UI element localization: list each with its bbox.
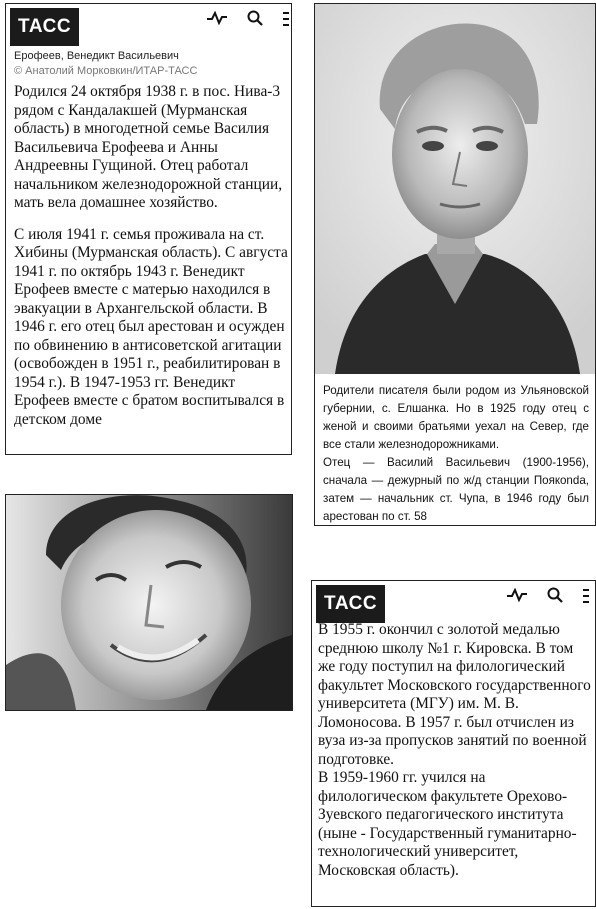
boy-portrait-photo: [315, 4, 595, 374]
tass-screen-2: [311, 580, 596, 907]
caption-paragraph: Родители писателя были родом из Ульяновской губернии, с. Елшанка. Но в 1925 году отец с женой и своими братьями уехал на Север, где все стали железнодорожниками.: [323, 384, 589, 451]
article-paragraph: С июля 1941 г. семья проживала на ст. Хибины (Мурманская область). С августа 1941 г. по октябрь 1943 г. Венедикт Ерофеев вместе с матерью находился в эвакуации в Архангельской области. В 1946 г. его отец был арестован и осужден по обвинению в антисоветской агитации (освобожден в 1951 г., реабилитирован в 1954 г.). В 1947-1953 гг. Венедикт Ерофеев вместе с братом воспитывался в детском доме: [14, 225, 288, 428]
tass-screen-1: [5, 3, 292, 455]
search-icon[interactable]: [547, 587, 563, 603]
photo-caption: Ерофеев, Венедикт Васильевич: [14, 50, 179, 62]
caption-paragraph: Отец — Василий Васильевич (1900-1956), сначала — дежурный по ж/д станции Поякonda, затем — начальник ст. Чупа, в 1946 году был арестован по ст. 58: [323, 456, 589, 523]
tass-logo[interactable]: ТАСС: [10, 8, 79, 46]
article-paragraph: Родился 24 октября 1938 г. в пос. Нива-3 рядом с Кандалакшей (Мурманская область) в многодетной семье Василия Васильевича Ерофеева и Анны Андреевны Гущиной. Отец работал начальником железнодорожной станции, мать вела домашнее хозяйство.: [14, 83, 283, 211]
menu-icon[interactable]: [583, 587, 589, 603]
article-text: [318, 621, 594, 906]
activity-icon[interactable]: [207, 11, 227, 25]
tass-logo[interactable]: ТАСС: [316, 585, 385, 623]
portrait-card: [314, 3, 596, 526]
tass-header: [312, 581, 595, 621]
portrait-caption: [323, 382, 589, 524]
search-icon[interactable]: [247, 10, 263, 26]
photo-credit: © Анатолий Морковкин/ИТАР-ТАСС: [14, 65, 198, 77]
article-text: [14, 83, 288, 455]
smiling-man-photo: [5, 494, 293, 711]
activity-icon[interactable]: [507, 588, 527, 602]
menu-icon[interactable]: [283, 10, 289, 26]
article-paragraph: В 1959-1960 гг. учился на филологическом факультете Орехово-Зуевского педагогического института (ныне - Государственный гуманитарно-технологический университет, Московская область).: [318, 769, 577, 879]
tass-header: [6, 4, 291, 44]
article-paragraph: В 1955 г. окончил с золотой медалью среднюю школу №1 г. Кировска. В том же году поступил на филологический факультет Московского государственного университета (МГУ) им. М. В. Ломоносова. В 1957 г. был отчислен из вуза из-за пропусков занятий по военной подготовке.: [318, 621, 591, 768]
